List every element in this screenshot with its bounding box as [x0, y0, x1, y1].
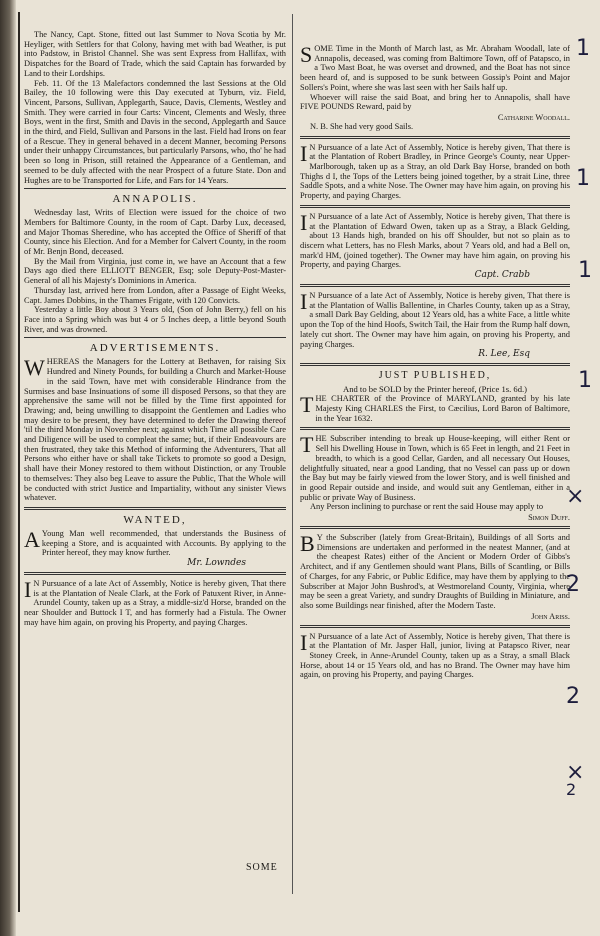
ad-house-sale [300, 434, 570, 522]
ad-charter [300, 394, 570, 423]
margin-mark: 2 [566, 684, 580, 709]
ad-stray-neale-clark [24, 579, 286, 628]
ad-wanted [24, 526, 286, 569]
divider [24, 507, 286, 510]
left-column [24, 30, 286, 631]
ad-stray-hall [300, 629, 570, 681]
divider [300, 427, 570, 430]
ad-stray-owen-text: N Pursuance of a late Act of Assembly, Notice is hereby given, That there is at the Plantation of Edward Owen, taken up as a Stray, a Black Gelding, about 13 Hands high, branded on his off Shoulder, but not so plain as to discern what Letters, has no Flesh Marks, about 7 Years old, and had a Bell on, mark'd HM, (joined together). The Owner may have him again, on proving his Property, and paying Charges. [300, 211, 570, 270]
divider [24, 188, 286, 189]
divider [300, 205, 570, 208]
drop-cap: W [24, 355, 45, 381]
article-drowned-boy: Yesterday a little Boy about 3 Years old, (Son of John Berry,) fell on his Face into a Spring which was but 4 or 5 Inches deep, a little beyond South River, and was drowned. [24, 305, 286, 334]
subheading-sold-by-printer: And to be SOLD by the Printer hereof, (Price 1s. 6d.) [342, 384, 527, 395]
ad-charter-text: HE CHARTER of the Province of MARYLAND, granted by his late Majesty King CHARLES the First, to Cæcilius, Lord Baron of Baltimore, in the Year 1632. [315, 394, 570, 423]
margin-mark: 1 [578, 258, 592, 283]
ad-stray-owen [300, 209, 570, 281]
article-thames-frigate: Thursday last, arrived here from London, after a Passage of Eight Weeks, Capt. James Dobbins, in the Thames Frigate, with 120 Convicts. [24, 285, 286, 305]
signature: Catharine Woodall. [497, 112, 570, 122]
handwritten-note: Capt. Crabb [474, 270, 530, 281]
right-column [300, 44, 570, 683]
margin-mark: 1 [578, 368, 592, 393]
drop-cap: I [300, 289, 308, 315]
heading-advertisements: ADVERTISEMENTS. [89, 342, 221, 355]
drop-cap: I [300, 629, 308, 655]
ad-lost-boat-reward: Whoever will raise the said Boat, and bring her to Annapolis, shall have FIVE POUNDS Reward, paid by [300, 92, 570, 112]
catchword: SOME [246, 862, 278, 873]
column-divider [292, 14, 293, 894]
margin-mark: 2 [566, 780, 577, 799]
ad-wanted-text: Young Man well recommended, that understands the Business of keeping a Store, and is acquainted with Accounts. By applying to the Printer hereof, they may know further. [41, 528, 286, 558]
ad-stray-bradley-text: N Pursuance of a late Act of Assembly, Notice is hereby given, That there is at the Plantation of Robert Bradley, in Prince George's County, near Upper-Marlborough, taken up as a Stray, an old Dark Bay Horse, branded on both Thighs d I, the Tops of the Letters being joined together, by a strait Line, three Saddle Spots, and a white Nose. The Owner may have him again, on proving his Property, and paying Charges. [300, 142, 570, 201]
drop-cap: I [300, 209, 308, 235]
article-mail-virginia: By the Mail from Virginia, just come in, we have an Account that a few Days ago died there ELLIOTT BENGER, Esq; sole Deputy-Post-Master-General of all his Majesty's Dominions in America. [24, 256, 286, 286]
ad-house-sale-apply: Any Person inclining to purchase or rent the said House may apply to [310, 502, 544, 512]
signature: John Ariss. [531, 611, 570, 621]
heading-wanted: WANTED, [123, 513, 187, 526]
left-margin-rule [18, 12, 20, 912]
margin-mark: 2 [566, 572, 580, 597]
ad-lost-boat-text: OME Time in the Month of March last, as Mr. Abraham Woodall, late of Annapolis, deceased, was coming from Baltimore Town, off of Patapsco, in a Two Mast Boat, he was overset and drowned, and the Boat has not since been heard of, and is supposed to be sunk between Gossip's Point and Major Sollers's Point, where she was last seen with her Sails half up. [300, 44, 570, 92]
divider [300, 625, 570, 628]
ad-lottery [24, 357, 286, 503]
handwritten-note: Mr. Lowndes [187, 558, 246, 569]
margin-mark: × [566, 484, 585, 509]
divider [24, 337, 286, 338]
ad-lost-boat-nb: N. B. She had very good Sails. [310, 121, 414, 131]
margin-mark: 1 [576, 36, 590, 61]
drop-cap: I [24, 577, 32, 603]
page-binding-shadow [0, 0, 16, 936]
divider [300, 284, 570, 287]
drop-cap: T [300, 392, 314, 418]
ad-architect-ariss [300, 533, 570, 621]
divider [24, 572, 286, 575]
ad-stray-ballentine [300, 291, 570, 359]
drop-cap: A [24, 526, 40, 552]
divider [300, 136, 570, 139]
drop-cap: T [300, 432, 314, 458]
drop-cap: S [300, 44, 313, 67]
divider [300, 363, 570, 366]
handwritten-note: R. Lee, Esq [478, 349, 530, 360]
heading-just-published: JUST PUBLISHED, [378, 370, 492, 382]
ad-stray-ballentine-text: N Pursuance of a late Act of Assembly, Notice is hereby given, That there is at the Plantation of Wallis Ballentine, in Charles County, taken up as a Stray, a small Dark Bay Gelding, about 12 Years old, has a white Face, a little white upon the Top of the hind Hoofs, Switch Tail, the Hair from the Rump half down, lately cut short. The Owner may have him again, on proving his Property, and paying Charges. [300, 291, 570, 349]
article-nancy: The Nancy, Capt. Stone, fitted out last Summer to Nova Scotia by Mr. Heyliger, with Settlers for that Colony, having met with bad Weather, is put into Padstow, in Bristol Channel. She was sent Express from Hallifax, with Dispatches for the Board of Trade, which the said Captain has forwarded by Land to their Lordships. [24, 30, 286, 78]
margin-mark: 1 [576, 166, 590, 191]
signature: Simon Duff. [528, 513, 570, 523]
drop-cap: B [300, 531, 315, 557]
margin-mark: × [566, 760, 585, 785]
ad-architect-ariss-text: Y the Subscriber (lately from Great-Britain), Buildings of all Sorts and Dimensions are undertaken and performed in the neatest Manner, (and at the cheapest Rates) either of the Ancient or Modern Order of Gibbs's Architect, and if any Gentlemen should want Plans, Bills of Scantling, or Bills of Charges, for any Fabric, or Public Edifice, may have them by applying to the Subscriber at Major John Bushrod's, at Westmoreland County, Virginia, where may be seen a great Variety, and sundry Draughts of Building in Miniature, and also some Buildings near finished, after the Modern Taste. [300, 533, 570, 610]
ad-lost-boat [300, 44, 570, 132]
ad-house-sale-text: HE Subscriber intending to break up House-keeping, will either Rent or Sell his Dwelling House in Town, which is 65 Feet in length, and 21 Feet in breadth, to which is a good Cellar, Garden, and all necessary Out Houses, delightfully situated, near a good Landing, that no Vessel can pass up or down the Bay but may be fairly viewed from the lower Story, and is well finished and in good Repair outside and inside, and would suit any Gentleman, either in a public or private Way of Business. [300, 434, 570, 502]
drop-cap: I [300, 140, 308, 166]
article-executions: Feb. 11. Of the 13 Malefactors condemned the last Sessions at the Old Bailey, the 10 following were this Day executed at Tyburn, viz. Field, Vincent, Parsons, Sullivan, Applegarth, Sauce, Davis, Clements, Westley and Smith. They were carried in four Carts: Vincent, Clements and Wesly, three Boys, went in the first, Smith and Davis in the second, Applegarth and Sauce in the third, and Field, Sullivan and Parsons in the last. Field had Irons on fear of a Rescue. They in general behaved in a decent Manner, becoming Persons under their unhappy Circumstances, but particularly Parsons, who, tho' he had been so long in Prison, still retained the Appearance of a Gentleman, and seemed to be duly affected with the near Prospect of a future State. Don and Hughes are to be Transported for Life, and Fars for 14 Years. [24, 78, 286, 185]
ad-lottery-text: HEREAS the Managers for the Lottery at Bethaven, for raising Six Hundred and Ninety Pounds, for building a Church and Market-House in the said Town, have met with considerable Hindrance from the Surmises and base Insinuations of some ill disposed Persons, so that they are apprehensive the same will not be filled by the Time first appointed for Drawing; and, being unwilling to disappoint the Gentlemen and Ladies who may desire to be present, they have determined to defer the Drawing thereof 'til the third Monday in November next; against which Time all possible Care and Diligence will be used to compleat the same; but, if their Endeavours are then frustrated, they take this Method of informing the Adventurers, That all Persons who either have or shall take Tickets to promote so good a Design, shall have their Money restored to them without Distinction, or any Trouble to themselves: They also beg Leave to assure the Public, That the Whole will be conducted with strict Justice and Impartiality, without any sinister Views whatever. [24, 357, 286, 503]
divider [300, 526, 570, 529]
ad-stray-hall-text: N Pursuance of a late Act of Assembly, Notice is hereby given, That there is at the Plantation of Mr. Jasper Hall, junior, living at Patapsco River, near Stoney Creek, in Anne-Arundel County, taken up as a Stray, a small Black Horse, about 14 or 15 Years old, and has no Brand. The Owner may have him again, on proving his Property, and paying Charges. [300, 631, 570, 680]
article-election: Wednesday last, Writs of Election were issued for the choice of two Members for Baltimore County, in the room of Capt. Darby Lux, deceased, and Major Thomas Sheredine, who has accepted the Office of Sheriff of that County, since his Election. And for a Member for Calvert County, in the room of Mr. Benjn Bond, deceased. [24, 208, 286, 257]
heading-annapolis: ANNAPOLIS. [112, 193, 198, 206]
ad-stray-bradley [300, 140, 570, 201]
ad-stray-neale-clark-text: N Pursuance of a late Act of Assembly, Notice is hereby given, That there is at the Plantation of Neale Clark, at the Fork of Patuxent River, in Anne-Arundel County, taken up as a Stray, a middle-siz'd Horse, branded on the near Shoulder and Buttock I T, and has formerly had a Fistula. The Owner may have him again, on proving his Property, and paying Charges. [24, 579, 286, 627]
